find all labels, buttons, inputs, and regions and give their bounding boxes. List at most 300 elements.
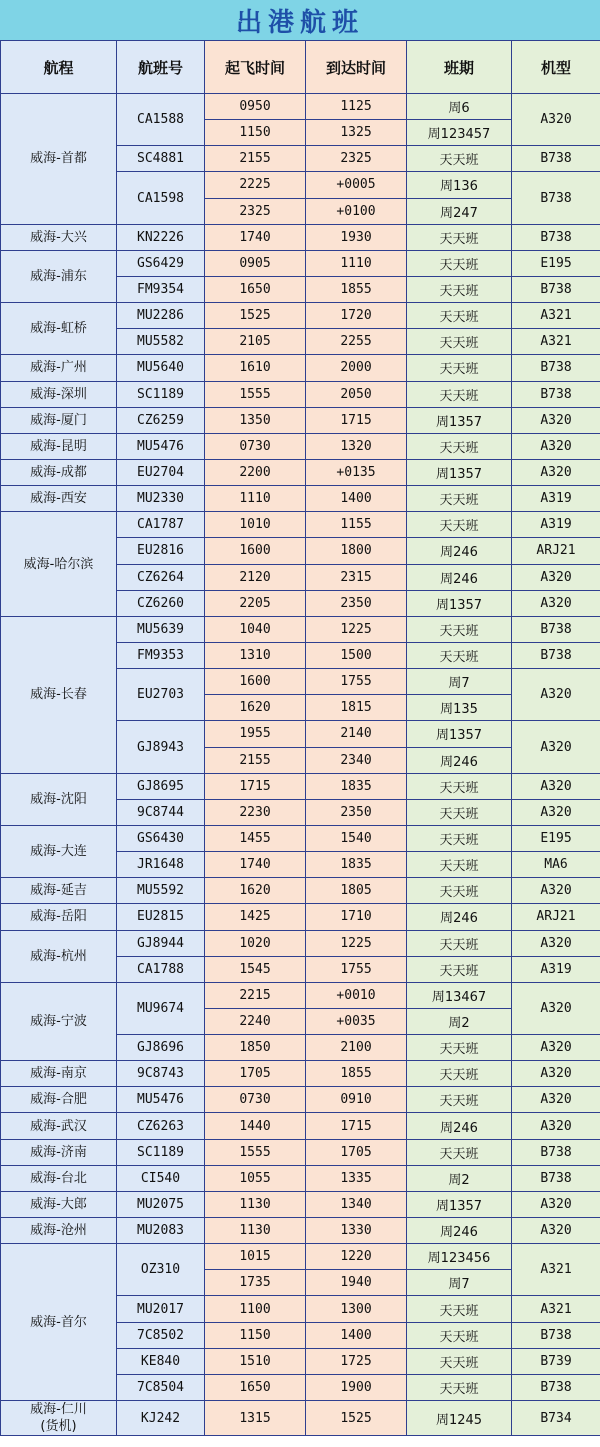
- aircraft-type-cell: A320: [512, 1035, 600, 1061]
- aircraft-type-cell: B738: [512, 146, 600, 172]
- arrival-time-cell: 1125: [306, 94, 407, 120]
- route-name: 威海-长春: [30, 687, 87, 703]
- schedule-cell: 周1357: [407, 459, 512, 485]
- flight-number-cell: FM9353: [117, 642, 205, 668]
- arrival-time-cell: 1335: [306, 1165, 407, 1191]
- arrival-time-cell: 1715: [306, 407, 407, 433]
- arrival-time-cell: 0910: [306, 1087, 407, 1113]
- departure-time-cell: 2230: [205, 799, 306, 825]
- route-name: 威海-仁川: [30, 1402, 87, 1418]
- table-body: [1, 94, 600, 1436]
- flight-number-cell: GJ8696: [117, 1035, 205, 1061]
- table-row: [1, 930, 600, 956]
- flight-number-cell: SC4881: [117, 146, 205, 172]
- arrival-time-cell: 2350: [306, 799, 407, 825]
- route-cell: [1, 1113, 117, 1139]
- route-cell: [1, 250, 117, 302]
- route-name: 威海-杭州: [30, 948, 87, 964]
- flight-number-cell: CZ6260: [117, 590, 205, 616]
- route-name: 威海-广州: [30, 360, 87, 376]
- schedule-cell: 天天班: [407, 642, 512, 668]
- table-row: [1, 825, 600, 851]
- aircraft-type-cell: A320: [512, 982, 600, 1034]
- header-departure: 起飞时间: [205, 41, 306, 94]
- schedule-cell: 周246: [407, 1218, 512, 1244]
- flight-number-cell: MU2075: [117, 1191, 205, 1217]
- aircraft-type-cell: B738: [512, 224, 600, 250]
- schedule-cell: 周1357: [407, 407, 512, 433]
- aircraft-type-cell: A321: [512, 303, 600, 329]
- schedule-cell: 天天班: [407, 224, 512, 250]
- schedule-cell: 天天班: [407, 1374, 512, 1400]
- arrival-time-cell: 1710: [306, 904, 407, 930]
- aircraft-type-cell: A321: [512, 1244, 600, 1296]
- route-cell: [1, 303, 117, 355]
- arrival-time-cell: 1155: [306, 512, 407, 538]
- aircraft-type-cell: A320: [512, 407, 600, 433]
- arrival-time-cell: 1755: [306, 956, 407, 982]
- page-title: 出港航班: [0, 0, 600, 41]
- aircraft-type-cell: A320: [512, 1191, 600, 1217]
- flight-number-cell: MU5476: [117, 1087, 205, 1113]
- departure-time-cell: 1735: [205, 1270, 306, 1296]
- flight-number-cell: MU9674: [117, 982, 205, 1034]
- flight-number-cell: GS6430: [117, 825, 205, 851]
- schedule-cell: 天天班: [407, 930, 512, 956]
- route-name: 威海-延吉: [30, 883, 87, 899]
- route-name: 威海-深圳: [30, 386, 87, 402]
- aircraft-type-cell: MA6: [512, 852, 600, 878]
- schedule-cell: 周13467: [407, 982, 512, 1008]
- schedule-cell: 周1245: [407, 1401, 512, 1436]
- schedule-cell: 天天班: [407, 616, 512, 642]
- flight-number-cell: CA1788: [117, 956, 205, 982]
- arrival-time-cell: +0100: [306, 198, 407, 224]
- schedule-cell: 天天班: [407, 329, 512, 355]
- flight-number-cell: GS6429: [117, 250, 205, 276]
- arrival-time-cell: 1800: [306, 538, 407, 564]
- arrival-time-cell: 2255: [306, 329, 407, 355]
- departure-time-cell: 1350: [205, 407, 306, 433]
- flight-number-cell: GJ8695: [117, 773, 205, 799]
- route-name: 威海-哈尔滨: [23, 556, 94, 572]
- schedule-cell: 周135: [407, 695, 512, 721]
- table-row: [1, 94, 600, 120]
- table-row: [1, 433, 600, 459]
- route-cell: [1, 1061, 117, 1087]
- route-cell: [1, 1244, 117, 1401]
- route-cell: [1, 381, 117, 407]
- table-row: [1, 616, 600, 642]
- table-row: [1, 303, 600, 329]
- aircraft-type-cell: A320: [512, 799, 600, 825]
- aircraft-type-cell: A320: [512, 1087, 600, 1113]
- departure-time-cell: 1110: [205, 486, 306, 512]
- schedule-cell: 天天班: [407, 250, 512, 276]
- route-cell: [1, 433, 117, 459]
- departure-time-cell: 1015: [205, 1244, 306, 1270]
- table-row: [1, 486, 600, 512]
- table-row: [1, 224, 600, 250]
- flight-number-cell: MU5582: [117, 329, 205, 355]
- schedule-cell: 周246: [407, 904, 512, 930]
- aircraft-type-cell: B738: [512, 276, 600, 302]
- departure-time-cell: 1650: [205, 1374, 306, 1400]
- table-row: [1, 1139, 600, 1165]
- table-row: [1, 407, 600, 433]
- arrival-time-cell: 1815: [306, 695, 407, 721]
- flight-number-cell: GJ8944: [117, 930, 205, 956]
- arrival-time-cell: 1705: [306, 1139, 407, 1165]
- arrival-time-cell: 2000: [306, 355, 407, 381]
- table-row: [1, 1191, 600, 1217]
- route-name: 威海-武汉: [30, 1118, 87, 1134]
- flight-number-cell: OZ310: [117, 1244, 205, 1296]
- route-name: 威海-济南: [30, 1144, 87, 1160]
- aircraft-type-cell: A319: [512, 512, 600, 538]
- arrival-time-cell: 1540: [306, 825, 407, 851]
- aircraft-type-cell: E195: [512, 250, 600, 276]
- schedule-cell: 周6: [407, 94, 512, 120]
- flight-number-cell: KE840: [117, 1348, 205, 1374]
- table-row: [1, 1401, 600, 1436]
- flight-number-cell: CA1588: [117, 94, 205, 146]
- arrival-time-cell: 1725: [306, 1348, 407, 1374]
- departures-table: [0, 40, 600, 1436]
- route-name: 威海-大连: [30, 844, 87, 860]
- schedule-cell: 天天班: [407, 852, 512, 878]
- departure-time-cell: 1130: [205, 1218, 306, 1244]
- aircraft-type-cell: A320: [512, 878, 600, 904]
- flight-number-cell: EU2703: [117, 669, 205, 721]
- table-row: [1, 773, 600, 799]
- aircraft-type-cell: B738: [512, 1374, 600, 1400]
- aircraft-type-cell: A320: [512, 459, 600, 485]
- aircraft-type-cell: A320: [512, 590, 600, 616]
- schedule-cell: 周1357: [407, 590, 512, 616]
- departure-time-cell: 2155: [205, 747, 306, 773]
- schedule-cell: 天天班: [407, 1348, 512, 1374]
- flight-number-cell: SC1189: [117, 381, 205, 407]
- table-row: [1, 512, 600, 538]
- schedule-cell: 周246: [407, 564, 512, 590]
- route-cell: [1, 512, 117, 617]
- route-name: 威海-大郎: [30, 1196, 87, 1212]
- departure-time-cell: 1545: [205, 956, 306, 982]
- route-name: 威海-昆明: [30, 438, 87, 454]
- route-name: 威海-南京: [30, 1066, 87, 1082]
- schedule-cell: 天天班: [407, 1139, 512, 1165]
- schedule-cell: 周123456: [407, 1244, 512, 1270]
- arrival-time-cell: 2050: [306, 381, 407, 407]
- arrival-time-cell: 1500: [306, 642, 407, 668]
- schedule-cell: 周123457: [407, 120, 512, 146]
- aircraft-type-cell: B739: [512, 1348, 600, 1374]
- arrival-time-cell: +0010: [306, 982, 407, 1008]
- departure-time-cell: 1440: [205, 1113, 306, 1139]
- departure-time-cell: 2225: [205, 172, 306, 198]
- departure-time-cell: 1740: [205, 224, 306, 250]
- flight-number-cell: 9C8744: [117, 799, 205, 825]
- arrival-time-cell: 1225: [306, 616, 407, 642]
- schedule-cell: 周1357: [407, 1191, 512, 1217]
- flight-number-cell: CZ6263: [117, 1113, 205, 1139]
- aircraft-type-cell: B738: [512, 616, 600, 642]
- route-name: 威海-西安: [30, 491, 87, 507]
- schedule-cell: 天天班: [407, 956, 512, 982]
- table-row: [1, 1061, 600, 1087]
- flight-number-cell: MU2083: [117, 1218, 205, 1244]
- schedule-cell: 天天班: [407, 303, 512, 329]
- header-arrival: 到达时间: [306, 41, 407, 94]
- flight-number-cell: MU5640: [117, 355, 205, 381]
- arrival-time-cell: +0035: [306, 1008, 407, 1034]
- departure-time-cell: 0730: [205, 433, 306, 459]
- header-row: [1, 41, 600, 94]
- departure-time-cell: 1600: [205, 669, 306, 695]
- aircraft-type-cell: A320: [512, 1218, 600, 1244]
- arrival-time-cell: 1340: [306, 1191, 407, 1217]
- arrival-time-cell: +0005: [306, 172, 407, 198]
- departure-time-cell: 1010: [205, 512, 306, 538]
- route-cell: [1, 1087, 117, 1113]
- schedule-cell: 周246: [407, 747, 512, 773]
- table-row: [1, 250, 600, 276]
- route-cell: [1, 878, 117, 904]
- departure-time-cell: 1555: [205, 1139, 306, 1165]
- departure-time-cell: 2105: [205, 329, 306, 355]
- departure-time-cell: 1510: [205, 1348, 306, 1374]
- departure-time-cell: 1610: [205, 355, 306, 381]
- table-row: [1, 1113, 600, 1139]
- route-cell: [1, 224, 117, 250]
- route-name: 威海-虹桥: [30, 321, 87, 337]
- route-name: 威海-沈阳: [30, 791, 87, 807]
- schedule-cell: 周246: [407, 538, 512, 564]
- table-row: [1, 459, 600, 485]
- departure-time-cell: 1620: [205, 695, 306, 721]
- aircraft-type-cell: B738: [512, 1139, 600, 1165]
- route-cell: [1, 355, 117, 381]
- header-aircraft: 机型: [512, 41, 600, 94]
- route-name: 威海-厦门: [30, 412, 87, 428]
- schedule-cell: 天天班: [407, 276, 512, 302]
- flight-number-cell: CZ6259: [117, 407, 205, 433]
- arrival-time-cell: 1720: [306, 303, 407, 329]
- schedule-cell: 周7: [407, 1270, 512, 1296]
- schedule-cell: 周2: [407, 1008, 512, 1034]
- schedule-cell: 天天班: [407, 355, 512, 381]
- route-name: 威海-成都: [30, 465, 87, 481]
- flight-number-cell: JR1648: [117, 852, 205, 878]
- aircraft-type-cell: A321: [512, 329, 600, 355]
- arrival-time-cell: +0135: [306, 459, 407, 485]
- departure-time-cell: 2325: [205, 198, 306, 224]
- table-row: [1, 1165, 600, 1191]
- route-cell: [1, 1139, 117, 1165]
- arrival-time-cell: 2100: [306, 1035, 407, 1061]
- departure-time-cell: 1650: [205, 276, 306, 302]
- flight-number-cell: SC1189: [117, 1139, 205, 1165]
- aircraft-type-cell: A320: [512, 1113, 600, 1139]
- route-name: 威海-大兴: [30, 229, 87, 245]
- departure-time-cell: 2240: [205, 1008, 306, 1034]
- route-cell: [1, 982, 117, 1060]
- schedule-cell: 周136: [407, 172, 512, 198]
- schedule-cell: 周246: [407, 1113, 512, 1139]
- route-name: 威海-岳阳: [30, 909, 87, 925]
- table-row: [1, 381, 600, 407]
- aircraft-type-cell: A319: [512, 956, 600, 982]
- arrival-time-cell: 1835: [306, 852, 407, 878]
- flight-number-cell: EU2704: [117, 459, 205, 485]
- departure-time-cell: 0950: [205, 94, 306, 120]
- schedule-cell: 天天班: [407, 1061, 512, 1087]
- departure-time-cell: 1600: [205, 538, 306, 564]
- departure-time-cell: 1455: [205, 825, 306, 851]
- aircraft-type-cell: ARJ21: [512, 538, 600, 564]
- flight-number-cell: MU2286: [117, 303, 205, 329]
- departure-time-cell: 2120: [205, 564, 306, 590]
- aircraft-type-cell: ARJ21: [512, 904, 600, 930]
- flight-number-cell: MU5476: [117, 433, 205, 459]
- route-cell: [1, 904, 117, 930]
- aircraft-type-cell: A320: [512, 721, 600, 773]
- arrival-time-cell: 1940: [306, 1270, 407, 1296]
- arrival-time-cell: 2350: [306, 590, 407, 616]
- arrival-time-cell: 1330: [306, 1218, 407, 1244]
- aircraft-type-cell: E195: [512, 825, 600, 851]
- aircraft-type-cell: B738: [512, 642, 600, 668]
- schedule-cell: 天天班: [407, 146, 512, 172]
- flight-number-cell: GJ8943: [117, 721, 205, 773]
- schedule-cell: 天天班: [407, 1035, 512, 1061]
- arrival-time-cell: 1855: [306, 276, 407, 302]
- aircraft-type-cell: A320: [512, 669, 600, 721]
- arrival-time-cell: 1320: [306, 433, 407, 459]
- route-cell: [1, 1191, 117, 1217]
- flight-number-cell: CZ6264: [117, 564, 205, 590]
- departure-time-cell: 1715: [205, 773, 306, 799]
- schedule-cell: 周247: [407, 198, 512, 224]
- departure-time-cell: 1130: [205, 1191, 306, 1217]
- aircraft-type-cell: B738: [512, 172, 600, 224]
- arrival-time-cell: 1715: [306, 1113, 407, 1139]
- flight-number-cell: FM9354: [117, 276, 205, 302]
- departure-time-cell: 1850: [205, 1035, 306, 1061]
- aircraft-type-cell: B738: [512, 355, 600, 381]
- table-row: [1, 1218, 600, 1244]
- schedule-cell: 天天班: [407, 486, 512, 512]
- header-route: 航程: [1, 41, 117, 94]
- schedule-cell: 天天班: [407, 512, 512, 538]
- flight-number-cell: EU2815: [117, 904, 205, 930]
- aircraft-type-cell: B738: [512, 1322, 600, 1348]
- flight-number-cell: 9C8743: [117, 1061, 205, 1087]
- route-cell: [1, 459, 117, 485]
- departure-time-cell: 1310: [205, 642, 306, 668]
- header-flight-no: 航班号: [117, 41, 205, 94]
- arrival-time-cell: 2140: [306, 721, 407, 747]
- flight-number-cell: 7C8502: [117, 1322, 205, 1348]
- route-cell: [1, 930, 117, 982]
- departure-time-cell: 1555: [205, 381, 306, 407]
- arrival-time-cell: 1400: [306, 1322, 407, 1348]
- flight-number-cell: EU2816: [117, 538, 205, 564]
- arrival-time-cell: 1855: [306, 1061, 407, 1087]
- flight-number-cell: MU5639: [117, 616, 205, 642]
- departure-time-cell: 1740: [205, 852, 306, 878]
- arrival-time-cell: 1525: [306, 1401, 407, 1436]
- flight-number-cell: KN2226: [117, 224, 205, 250]
- aircraft-type-cell: A319: [512, 486, 600, 512]
- departure-time-cell: 1315: [205, 1401, 306, 1436]
- departure-time-cell: 0730: [205, 1087, 306, 1113]
- schedule-cell: 天天班: [407, 381, 512, 407]
- flight-number-cell: MU2330: [117, 486, 205, 512]
- route-cell: [1, 773, 117, 825]
- aircraft-type-cell: A320: [512, 1061, 600, 1087]
- table-row: [1, 355, 600, 381]
- route-cell: [1, 407, 117, 433]
- route-name: 威海-沧州: [30, 1223, 87, 1239]
- arrival-time-cell: 2340: [306, 747, 407, 773]
- schedule-cell: 天天班: [407, 1296, 512, 1322]
- route-cell: [1, 1165, 117, 1191]
- arrival-time-cell: 1400: [306, 486, 407, 512]
- route-name: 威海-合肥: [30, 1092, 87, 1108]
- flight-number-cell: KJ242: [117, 1401, 205, 1436]
- departure-time-cell: 1055: [205, 1165, 306, 1191]
- departure-time-cell: 1150: [205, 1322, 306, 1348]
- arrival-time-cell: 1755: [306, 669, 407, 695]
- arrival-time-cell: 1300: [306, 1296, 407, 1322]
- departure-time-cell: 2215: [205, 982, 306, 1008]
- route-name: 威海-首都: [30, 151, 87, 167]
- arrival-time-cell: 1225: [306, 930, 407, 956]
- arrival-time-cell: 1220: [306, 1244, 407, 1270]
- aircraft-type-cell: B734: [512, 1401, 600, 1436]
- aircraft-type-cell: A320: [512, 433, 600, 459]
- departure-time-cell: 1020: [205, 930, 306, 956]
- schedule-cell: 周1357: [407, 721, 512, 747]
- arrival-time-cell: 2325: [306, 146, 407, 172]
- departure-time-cell: 1955: [205, 721, 306, 747]
- table-row: [1, 1244, 600, 1270]
- flight-number-cell: 7C8504: [117, 1374, 205, 1400]
- departure-time-cell: 2205: [205, 590, 306, 616]
- route-cell: [1, 616, 117, 773]
- schedule-cell: 天天班: [407, 773, 512, 799]
- schedule-cell: 周2: [407, 1165, 512, 1191]
- aircraft-type-cell: A320: [512, 773, 600, 799]
- arrival-time-cell: 1325: [306, 120, 407, 146]
- route-name: 威海-浦东: [30, 268, 87, 284]
- aircraft-type-cell: A320: [512, 94, 600, 146]
- schedule-cell: 天天班: [407, 825, 512, 851]
- departure-time-cell: 1525: [205, 303, 306, 329]
- schedule-cell: 天天班: [407, 878, 512, 904]
- departure-time-cell: 1040: [205, 616, 306, 642]
- departure-time-cell: 1425: [205, 904, 306, 930]
- departure-time-cell: 2155: [205, 146, 306, 172]
- table-row: [1, 904, 600, 930]
- route-name: 威海-台北: [30, 1170, 87, 1186]
- arrival-time-cell: 1805: [306, 878, 407, 904]
- route-cell: [1, 486, 117, 512]
- flight-number-cell: CI540: [117, 1165, 205, 1191]
- route-name: 威海-宁波: [30, 1013, 87, 1029]
